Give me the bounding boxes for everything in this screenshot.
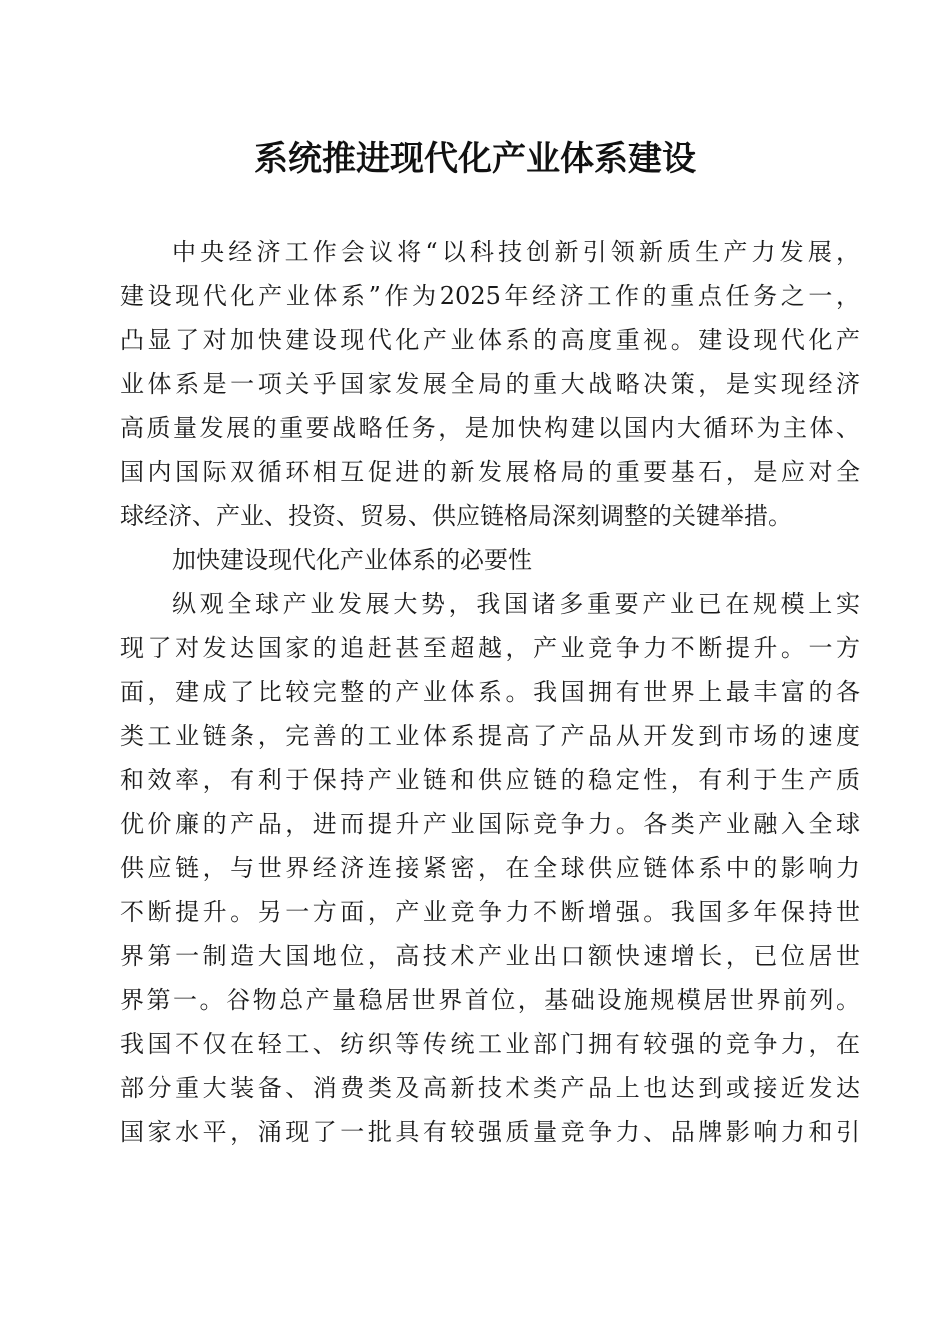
- paragraph-line: 界第一。谷物总产量稳居世界首位，基础设施规模居世界前列。: [120, 986, 860, 1014]
- paragraph-line: 高质量发展的重要战略任务，是加快构建以国内大循环为主体、: [120, 414, 860, 442]
- paragraph-line: 凸显了对加快建设现代化产业体系的高度重视。建设现代化产: [120, 326, 860, 354]
- paragraph-line: 建设现代化产业体系”作为2025年经济工作的重点任务之一，: [120, 282, 860, 310]
- section-heading: 加快建设现代化产业体系的必要性: [172, 546, 532, 574]
- paragraph-line: 类工业链条，完善的工业体系提高了产品从开发到市场的速度: [120, 722, 860, 750]
- paragraph-line: 面，建成了比较完整的产业体系。我国拥有世界上最丰富的各: [120, 678, 860, 706]
- document-title: 系统推进现代化产业体系建设: [254, 139, 696, 179]
- paragraph-line: 不断提升。另一方面，产业竞争力不断增强。我国多年保持世: [120, 898, 860, 926]
- paragraph-line: 纵观全球产业发展大势，我国诸多重要产业已在规模上实: [172, 590, 860, 618]
- paragraph-line: 国家水平，涌现了一批具有较强质量竞争力、品牌影响力和引: [120, 1118, 860, 1146]
- paragraph-line: 部分重大装备、消费类及高新技术类产品上也达到或接近发达: [120, 1074, 860, 1102]
- paragraph-line: 我国不仅在轻工、纺织等传统工业部门拥有较强的竞争力，在: [120, 1030, 860, 1058]
- paragraph-line: 国内国际双循环相互促进的新发展格局的重要基石，是应对全: [120, 458, 860, 486]
- document-body: [120, 230, 860, 1154]
- paragraph-line: 界第一制造大国地位，高技术产业出口额快速增长，已位居世: [120, 942, 860, 970]
- paragraph-line: 供应链，与世界经济连接紧密，在全球供应链体系中的影响力: [120, 854, 860, 882]
- paragraph-line: 球经济、产业、投资、贸易、供应链格局深刻调整的关键举措。: [120, 502, 792, 530]
- paragraph-line: 业体系是一项关乎国家发展全局的重大战略决策，是实现经济: [120, 370, 860, 398]
- paragraph-line: 中央经济工作会议将“以科技创新引领新质生产力发展，: [172, 238, 860, 266]
- paragraph-line: 现了对发达国家的追赶甚至超越，产业竞争力不断提升。一方: [120, 634, 860, 662]
- paragraph-line: 和效率，有利于保持产业链和供应链的稳定性，有利于生产质: [120, 766, 860, 794]
- paragraph-line: 优价廉的产品，进而提升产业国际竞争力。各类产业融入全球: [120, 810, 860, 838]
